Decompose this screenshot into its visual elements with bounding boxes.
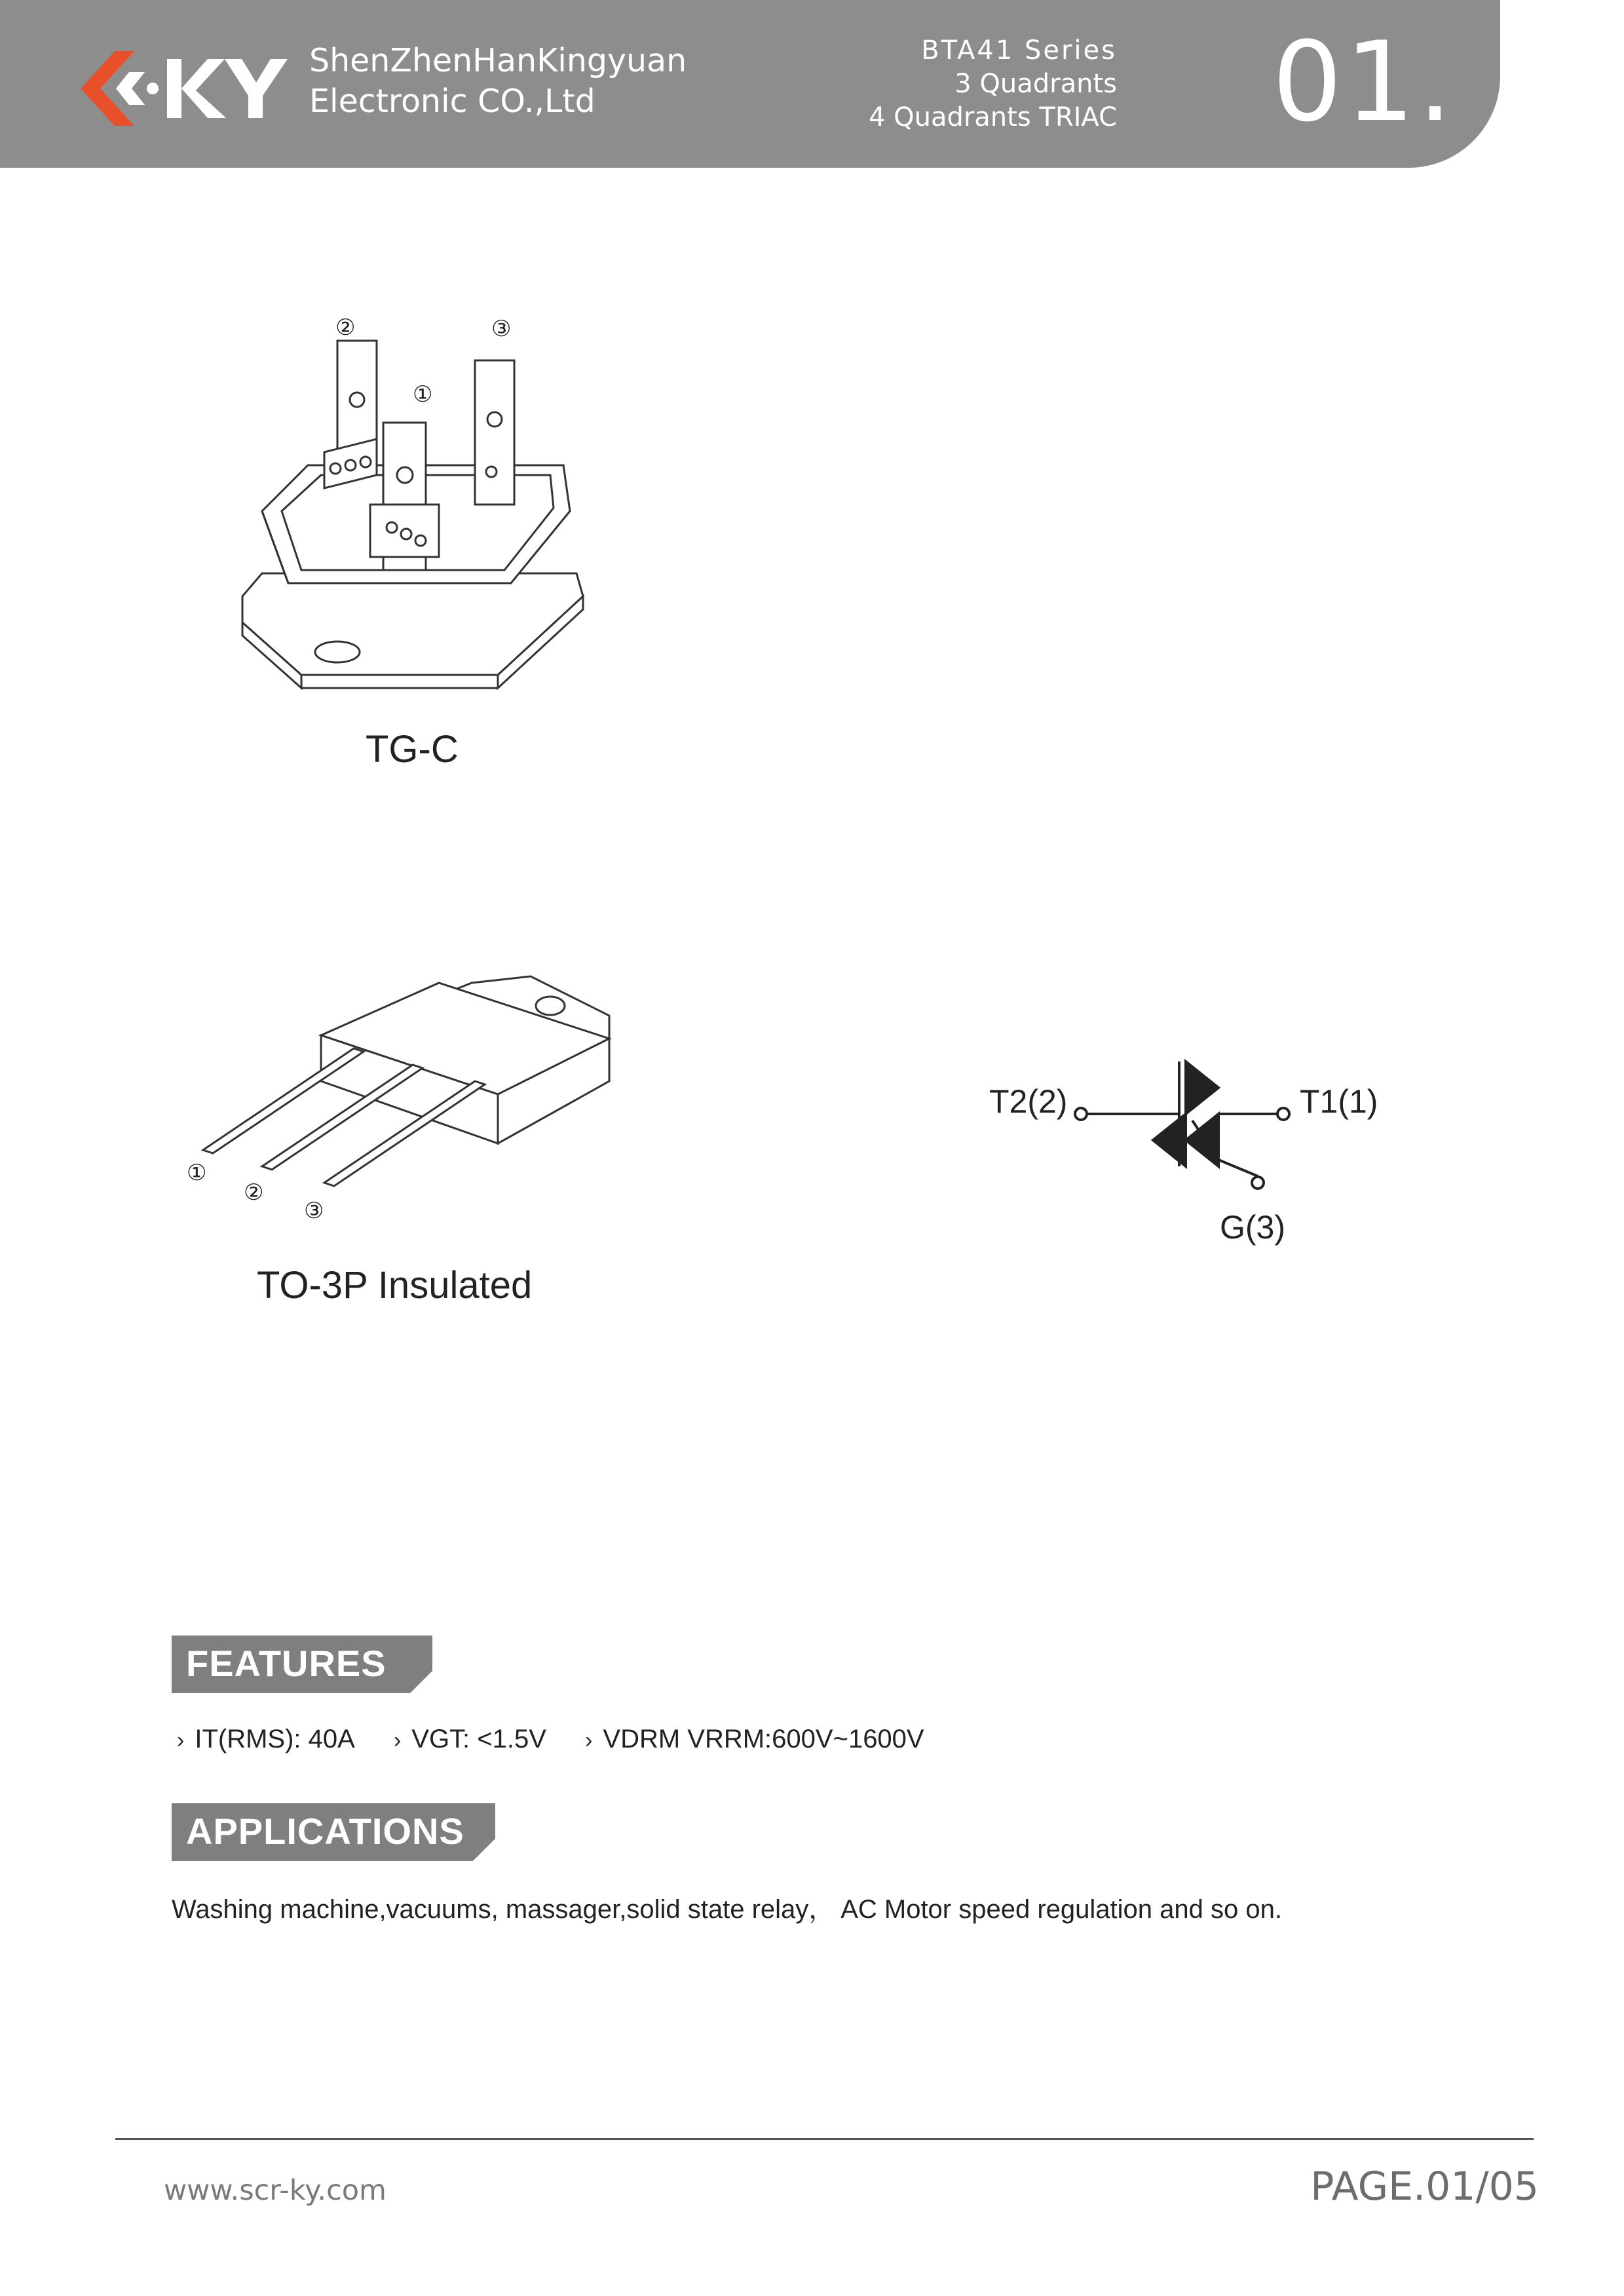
terminal-t2-label: T2(2) <box>989 1083 1068 1120</box>
company-line-1: ShenZhenHanKingyuan <box>309 42 687 79</box>
to3p-pin-1: ① <box>187 1160 207 1185</box>
triac-symbol <box>1068 1048 1304 1219</box>
features-title: FEATURES <box>186 1643 387 1684</box>
feature-item <box>585 1725 924 1753</box>
to3p-package-label: TO-3P Insulated <box>257 1264 533 1307</box>
ky-logo <box>69 39 292 138</box>
chevron-right-icon: › <box>585 1728 593 1753</box>
chevron-right-icon: › <box>177 1728 185 1753</box>
terminal-t1-label: T1(1) <box>1300 1083 1378 1120</box>
header-band <box>0 0 1500 168</box>
applications-title: APPLICATIONS <box>186 1810 464 1852</box>
feature-text: VDRM VRRM:600V~1600V <box>603 1725 924 1753</box>
series-info <box>869 34 1117 134</box>
tgc-package-drawing <box>223 308 603 734</box>
footer-website[interactable]: www.scr-ky.com <box>164 2174 387 2207</box>
series-line-1: BTA41 Series <box>921 35 1117 66</box>
footer-page-number: PAGE.01/05 <box>1310 2164 1539 2210</box>
features-list <box>177 1725 956 1754</box>
series-line-3: 4 Quadrants TRIAC <box>868 102 1117 132</box>
feature-item <box>177 1725 355 1753</box>
company-name <box>309 41 687 122</box>
tgc-pin-1: ① <box>413 382 433 407</box>
feature-text: VGT: <1.5V <box>411 1725 546 1753</box>
features-header <box>172 1636 432 1693</box>
tgc-pin-3: ③ <box>491 316 512 341</box>
series-line-2: 3 Quadrants <box>954 69 1117 99</box>
tgc-package-label: TG-C <box>366 728 459 771</box>
to3p-package-drawing <box>190 944 622 1219</box>
tgc-pin-2: ② <box>335 315 356 340</box>
applications-header <box>172 1803 495 1861</box>
to3p-pin-2: ② <box>244 1180 264 1205</box>
company-line-2: Electronic CO.,Ltd <box>309 83 595 120</box>
page-number-large: 01. <box>1272 18 1456 146</box>
terminal-g-label: G(3) <box>1220 1209 1285 1246</box>
feature-text: IT(RMS): 40A <box>195 1725 355 1753</box>
to3p-pin-3: ③ <box>304 1198 324 1223</box>
feature-item <box>394 1725 546 1753</box>
chevron-right-icon: › <box>393 1728 402 1753</box>
applications-text: Washing machine,vacuums, massager,solid state relay， AC Motor speed regulation and so on. <box>172 1895 1282 1924</box>
footer-divider <box>115 2138 1534 2140</box>
